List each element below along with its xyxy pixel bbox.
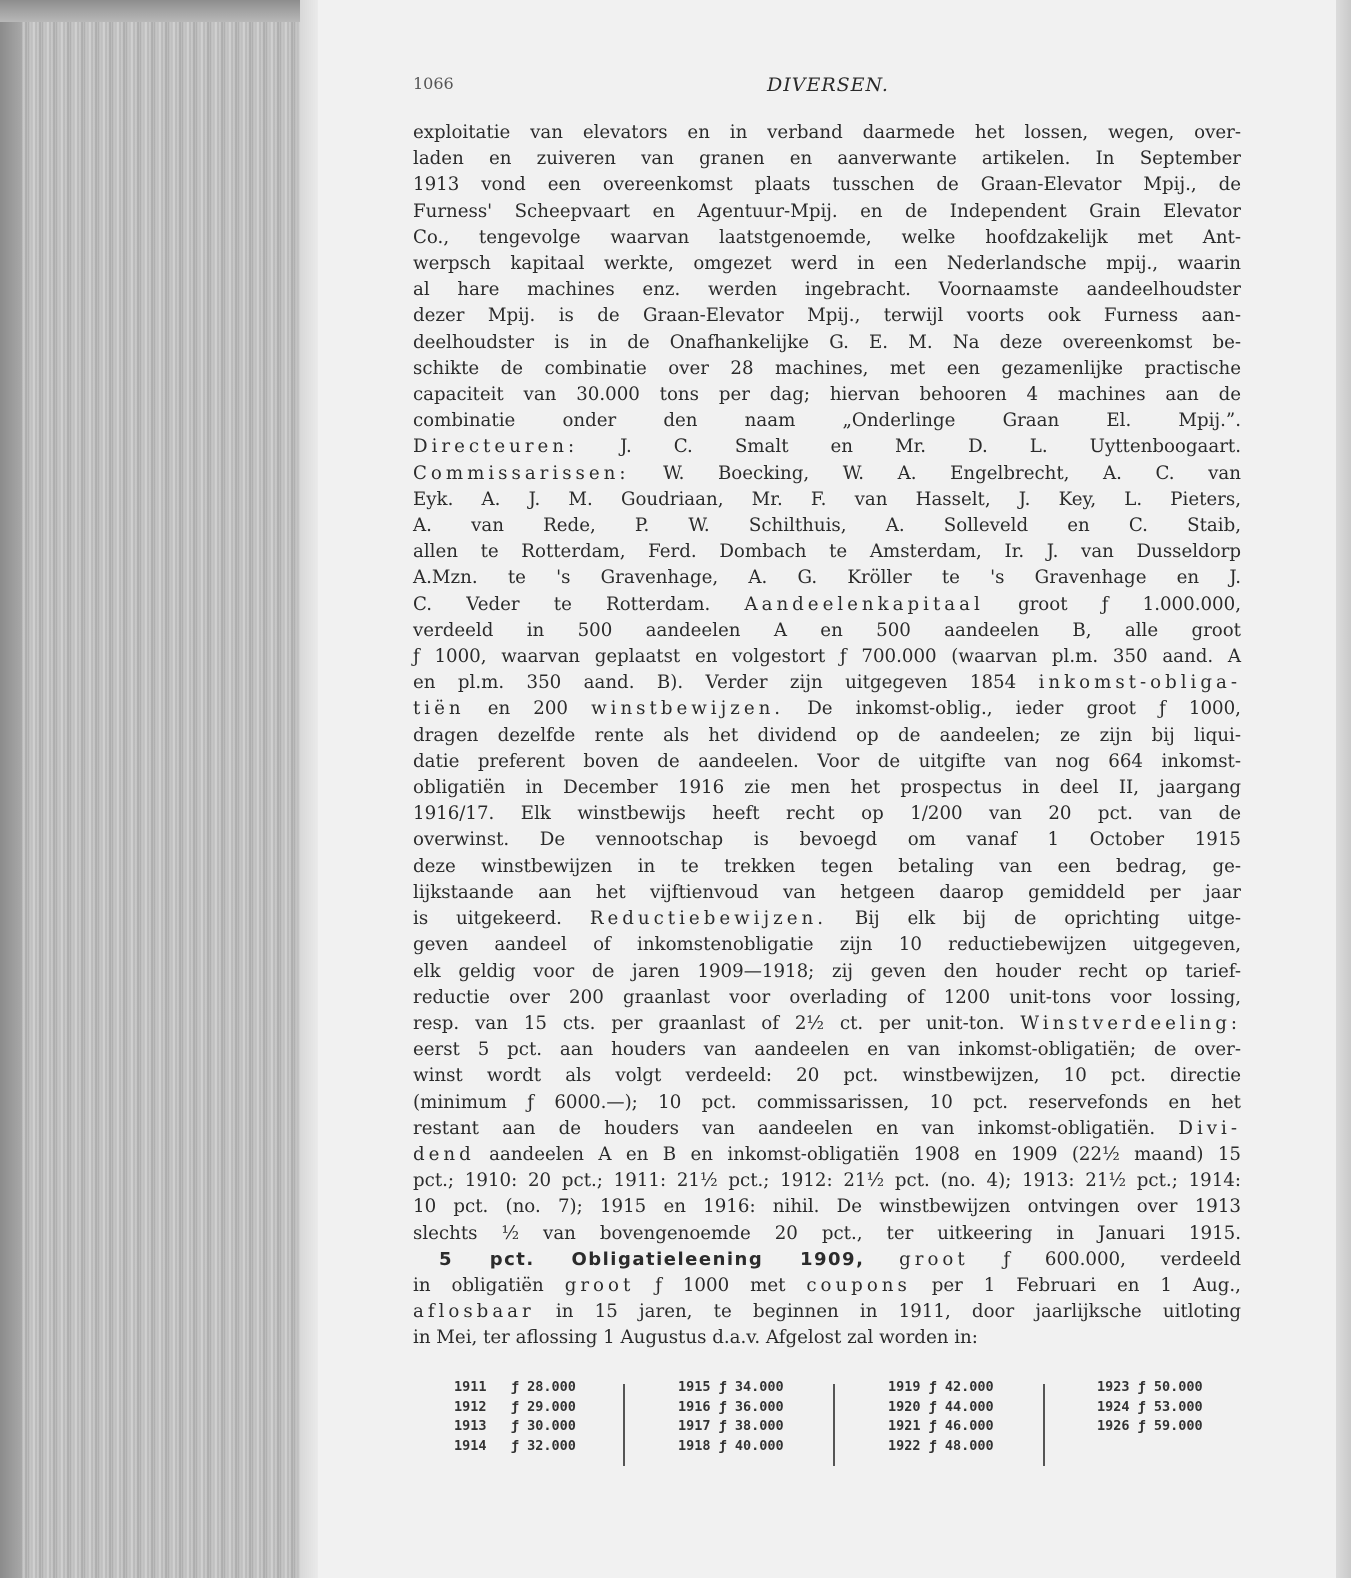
loan-heading: 5 pct. Obligatieleening 1909,: [439, 1248, 865, 1270]
reduction-line: [413, 906, 1241, 932]
text-line: verdeeld in 500 aandeelen A en 500 aandeelen B, alle groot: [413, 619, 1241, 641]
text-line: lijkstaande aan het vijftienvoud van hetgeen daarop gemiddeld per jaar: [413, 881, 1241, 903]
text-line: combinatie onder den naam „Onderlinge Graan El. Mpij.”.: [413, 410, 1241, 432]
commissioners-tail: C. Veder te Rotterdam.: [413, 593, 711, 615]
text-line: capaciteit van 30.000 tons per dag; hiervan behooren 4 machines aan de: [413, 384, 1241, 406]
text-line: [413, 670, 1241, 696]
commissioners-label: Commissarissen:: [413, 462, 630, 484]
text-line: allen te Rotterdam, Ferd. Dombach te Amsterdam, Ir. J. van Dusseldorp: [413, 541, 1241, 563]
page-number: 1066: [413, 74, 454, 93]
capital-line: [413, 592, 1241, 618]
winstbewijzen-label: winstbewijzen.: [591, 698, 785, 720]
directors-label: Directeuren:: [413, 436, 579, 458]
text-fragment: is uitgekeerd.: [413, 908, 562, 930]
page-header: [413, 74, 1243, 102]
reductiebewijzen-label: Reductiebewijzen.: [589, 908, 827, 930]
text-line: laden en zuiveren van granen en aanverwante artikelen. In September: [413, 148, 1241, 170]
schedule-row: 1915 ƒ 34.000: [678, 1379, 784, 1395]
schedule-row: 1917 ƒ 38.000: [678, 1418, 784, 1434]
text-line: 1913 vond een overeenkomst plaats tusschen de Graan-Elevator Mpij., de: [413, 174, 1241, 196]
text-fragment: en pl.m. 350 aand. B). Verder zijn uitgegeven 1854: [413, 672, 1017, 694]
text-line: werpsch kapitaal werkte, omgezet werd in een Nederlandsche mpij., waarin: [413, 253, 1241, 275]
text-fragment: in 15 jaren, te beginnen in 1911, door jaarlijksche uitloting: [555, 1301, 1241, 1323]
text-line: A. van Rede, P. W. Schilthuis, A. Solleveld en C. Staib,: [413, 515, 1241, 537]
directors-line: [413, 434, 1241, 460]
text-line: datie preferent boven de aandeelen. Voor de uitgifte van nog 664 inkomst-: [413, 750, 1241, 772]
text-fragment: resp. van 15 cts. per graanlast of 2½ ct. per unit-ton.: [413, 1012, 1005, 1034]
schedule-column: [454, 1378, 576, 1456]
schedule-row: 1922 ƒ 48.000: [888, 1437, 994, 1454]
text-line: geven aandeel of inkomstenobligatie zijn 10 reductiebewijzen uitgegeven,: [413, 934, 1241, 956]
text-fragment: groot: [899, 1248, 969, 1270]
schedule-row: 1911 ƒ 28.000: [454, 1379, 576, 1395]
text-line: exploitatie van elevators en in verband daarmede het lossen, wegen, over-: [413, 122, 1241, 143]
text-fragment: ƒ 1000 met: [655, 1274, 786, 1296]
text-line: in Mei, ter aflossing 1 Augustus d.a.v. Afgelost zal worden in:: [413, 1327, 978, 1349]
text-line: overwinst. De vennootschap is bevoegd om vanaf 1 October 1915: [413, 829, 1241, 851]
text-fragment: restant aan de houders van aandeelen en van inkomst-obligatiën.: [413, 1117, 1156, 1139]
schedule-row: 1914 ƒ 32.000: [454, 1437, 576, 1454]
text-fragment: in obligatiën: [413, 1274, 544, 1296]
text-line: [413, 1273, 1241, 1299]
text-line: dezer Mpij. is de Graan-Elevator Mpij., terwijl voorts ook Furness aan-: [413, 305, 1241, 327]
text-line: [413, 1299, 1241, 1325]
commissioners-line: [413, 461, 1241, 487]
running-title: DIVERSEN.: [767, 74, 889, 96]
text-fragment: coupons: [806, 1274, 911, 1296]
winstverdeeling-label: Winstverdeeling:: [1020, 1012, 1241, 1034]
capital-label: Aandeelenkapitaal: [744, 593, 984, 615]
dividend-line: [413, 1116, 1241, 1142]
page-right-edge: [1336, 0, 1351, 1578]
schedule-row: 1916 ƒ 36.000: [678, 1398, 784, 1415]
body-text: [413, 120, 1241, 1352]
text-line: obligatiën in December 1916 zie men het prospectus in deel II, jaargang: [413, 777, 1241, 799]
text-fragment: aflosbaar: [413, 1301, 535, 1323]
text-line: deze winstbewijzen in te trekken tegen betaling van een bedrag, ge-: [413, 855, 1241, 877]
gutter-shadow: [300, 0, 320, 1578]
text-line: reductie over 200 graanlast voor overlading of 1200 unit-tons voor lossing,: [413, 986, 1241, 1008]
text-fragment: De inkomst-oblig., ieder groot ƒ 1000,: [807, 698, 1241, 720]
schedule-row: 1924 ƒ 53.000: [1097, 1398, 1203, 1415]
inkomst-obligatien-label: inkomst-obliga-: [1038, 672, 1241, 694]
text-line: Eyk. A. J. M. Goudriaan, Mr. F. van Hasselt, J. Key, L. Pieters,: [413, 488, 1241, 510]
text-line: Furness' Scheepvaart en Agentuur-Mpij. en de Independent Grain Elevator: [413, 200, 1241, 222]
text-line: deelhoudster is in de Onafhankelijke G. E. M. Na deze overeenkomst be-: [413, 331, 1241, 353]
capital-amount: groot ƒ 1.000.000,: [1017, 593, 1241, 615]
text-fragment: aandeelen A en B en inkomst-obligatiën 1908 en 1909 (22½ maand) 15: [489, 1143, 1241, 1165]
schedule-row: 1926 ƒ 59.000: [1097, 1418, 1203, 1434]
schedule-row: 1920 ƒ 44.000: [888, 1398, 994, 1415]
schedule-row: 1918 ƒ 40.000: [678, 1437, 784, 1454]
schedule-row: 1919 ƒ 42.000: [888, 1379, 994, 1395]
column-divider: [623, 1384, 625, 1466]
commissioners-names: W. Boecking, W. A. Engelbrecht, A. C. van: [663, 462, 1241, 484]
text-line: elk geldig voor de jaren 1909—1918; zij geven den houder recht op tarief-: [413, 960, 1241, 982]
text-fragment: groot: [564, 1274, 635, 1296]
text-line: pct.; 1910: 20 pct.; 1911: 21½ pct.; 1912: 21½ pct. (no. 4); 1913: 21½ pct.; 1914:: [413, 1170, 1241, 1192]
column-divider: [833, 1384, 835, 1466]
schedule-row: 1913 ƒ 30.000: [454, 1418, 576, 1434]
text-line: [413, 696, 1241, 722]
loan-heading-line: [413, 1247, 1241, 1273]
text-line: dragen dezelfde rente als het dividend op de aandeelen; ze zijn bij liqui-: [413, 724, 1241, 746]
text-line: [413, 1142, 1241, 1168]
repayment-schedule: [440, 1378, 1240, 1468]
text-line: (minimum ƒ 6000.—); 10 pct. commissarissen, 10 pct. reservefonds en het: [413, 1091, 1241, 1113]
text-line: A.Mzn. te 's Gravenhage, A. G. Kröller te 's Gravenhage en J.: [413, 567, 1241, 589]
text-fragment: Bij elk bij de oprichting uitge-: [854, 908, 1241, 930]
book-page-edges: [0, 0, 318, 1578]
text-line: ƒ 1000, waarvan geplaatst en volgestort ƒ 700.000 (waarvan pl.m. 350 aand. A: [413, 646, 1241, 668]
schedule-row: 1923 ƒ 50.000: [1097, 1379, 1203, 1395]
text-line: schikte de combinatie over 28 machines, met een gezamenlijke practische: [413, 357, 1241, 379]
text-line: 1916/17. Elk winstbewijs heeft recht op 1/200 van 20 pct. van de: [413, 803, 1241, 825]
directors-names: J. C. Smalt en Mr. D. L. Uyttenboogaart.: [620, 436, 1241, 458]
schedule-column: [888, 1378, 994, 1456]
text-line: slechts ½ van bovengenoemde 20 pct., ter uitkeering in Januari 1915.: [413, 1222, 1241, 1244]
column-divider: [1043, 1384, 1045, 1466]
text-fragment: per 1 Februari en 1 Aug.,: [931, 1274, 1241, 1296]
schedule-row: 1921 ƒ 46.000: [888, 1418, 994, 1434]
text-fragment: ƒ 600.000, verdeeld: [1003, 1248, 1241, 1270]
text-line: 10 pct. (no. 7); 1915 en 1916: nihil. De winstbewijzen ontvingen over 1913: [413, 1196, 1241, 1218]
text-fragment: tiën: [413, 698, 465, 720]
text-line: Co., tengevolge waarvan laatstgenoemde, welke hoofdzakelijk met Ant-: [413, 226, 1241, 248]
text-line: al hare machines enz. werden ingebracht. Voornaamste aandeelhoudster: [413, 279, 1241, 301]
dividend-label: Divi-: [1178, 1117, 1241, 1139]
text-line: eerst 5 pct. aan houders van aandeelen en van inkomst-obligatiën; de over-: [413, 1039, 1241, 1061]
dividend-label: dend: [413, 1143, 475, 1165]
text-fragment: en 200: [487, 698, 568, 720]
schedule-column: [678, 1378, 784, 1456]
text-line: winst wordt als volgt verdeeld: 20 pct. winstbewijzen, 10 pct. directie: [413, 1065, 1241, 1087]
schedule-row: 1912 ƒ 29.000: [454, 1398, 576, 1415]
profit-line: [413, 1011, 1241, 1037]
schedule-column: [1097, 1378, 1203, 1437]
